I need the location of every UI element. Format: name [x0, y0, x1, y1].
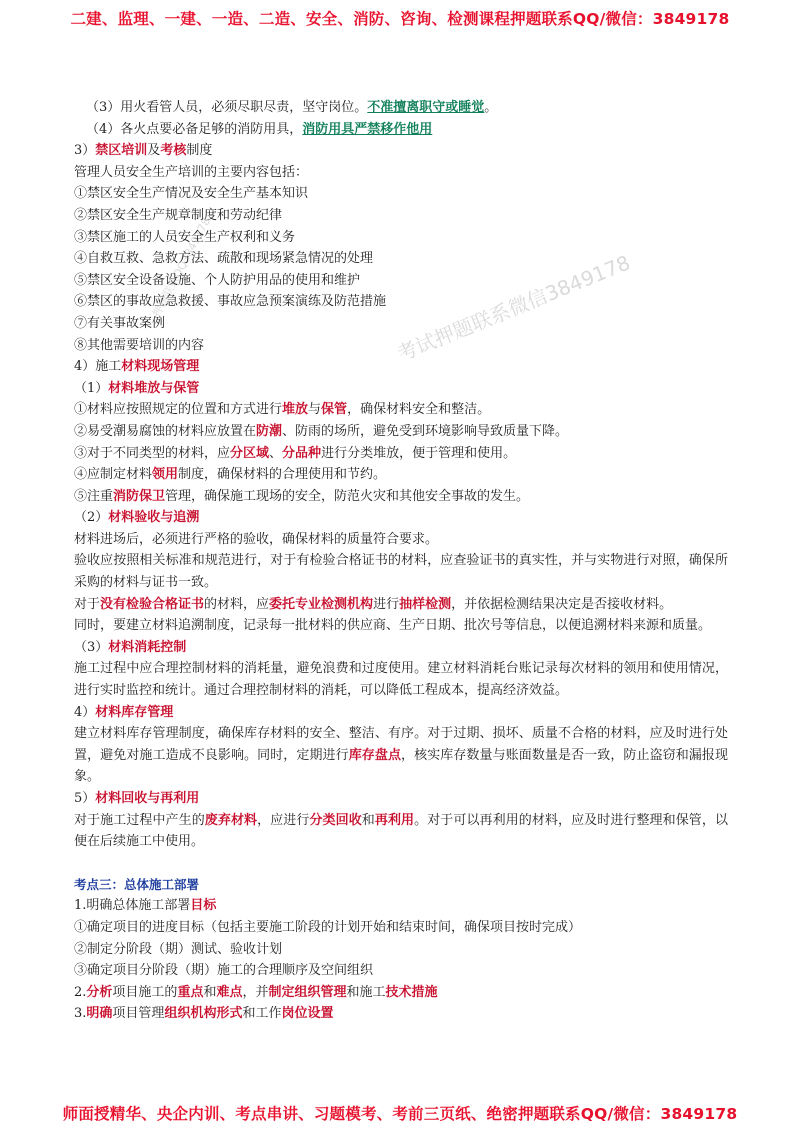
watermark-main: 考试押题联系微信3849178: [393, 250, 634, 366]
text-line: 对于没有检验合格证书的材料，应委托专业检测机构进行抽样检测，并依据检测结果决定是否接收材料。: [74, 596, 673, 612]
paragraph: 建立材料库存管理制度，确保库存材料的安全、整洁、有序。对于过期、损坏、质量不合格的材料，应及时进行处置，避免对施工造成不良影响。同时，定期进行库存盘点，核实库存数量与账面数量是否一致，防止盗窃和漏报现象。: [74, 726, 728, 785]
watermark-side: 押题联系QQ3849178: [149, 215, 214, 320]
list-item: ⑧其他需要培训的内容: [74, 337, 205, 353]
list-item: ⑦有关事故案例: [74, 315, 166, 331]
list-item: ①材料应按照规定的位置和方式进行堆放与保管，确保材料安全和整洁。: [74, 402, 491, 418]
text-line: 2.分析项目施工的重点和难点，并制定组织管理和施工技术措施: [74, 984, 438, 1000]
list-item: ③对于不同类型的材料，应分区域、分品种进行分类堆放，便于管理和使用。: [74, 445, 517, 461]
text-line: （3）用火看管人员，必须尽职尽责，坚守岗位。不准擅离职守或睡觉。: [86, 100, 498, 115]
list-item: ③禁区施工的人员安全生产权利和义务: [74, 229, 296, 245]
subsection-heading: 4）材料库存管理: [74, 704, 174, 720]
subsection-heading: （3）材料消耗控制: [74, 639, 187, 655]
bottom-promo-banner: 师面授精华、央企内训、考点串讲、习题模考、考前三页纸、绝密押题联系QQ/微信：3849178: [62, 1105, 738, 1123]
list-item: ②制定分阶段（期）测试、验收计划: [74, 941, 283, 957]
section-heading: 3）禁区培训及考核制度: [74, 143, 213, 159]
text-line: 材料进场后，必须进行严格的验收，确保材料的质量符合要求。: [74, 531, 439, 547]
subsection-heading: （1）材料堆放与保管: [74, 380, 200, 396]
list-item: ③确定项目分阶段（期）施工的合理顺序及空间组织: [74, 963, 374, 979]
list-item: ①禁区安全生产情况及安全生产基本知识: [74, 186, 309, 202]
list-item: ⑤禁区安全设备设施、个人防护用品的使用和维护: [74, 272, 361, 288]
spacer: [74, 853, 728, 874]
section-heading: 4）施工材料现场管理: [74, 359, 200, 375]
highlight-green: 不准擅离职守或睡觉: [367, 100, 485, 115]
text-line: （4）各火点要必备足够的消防用具，消防用具严禁移作他用: [86, 121, 433, 137]
paragraph: 同时，要建立材料追溯制度，记录每一批材料的供应商、生产日期、批次号等信息，以便追溯材料来源和质量。: [74, 618, 712, 634]
list-item: ②易受潮易腐蚀的材料应放置在防潮、防雨的场所，避免受到环境影响导致质量下降。: [74, 423, 569, 439]
paragraph: 施工过程中应合理控制材料的消耗量，避免浪费和过度使用。建立材料消耗台账记录每次材料的领用和使用情况，进行实时监控和统计。通过合理控制材料的消耗，可以降低工程成本，提高经济效益。: [74, 661, 728, 699]
list-item: ④应制定材料领用制度，确保材料的合理使用和节约。: [74, 467, 387, 483]
top-promo-banner: 二建、监理、一建、一造、二造、安全、消防、咨询、检测课程押题联系QQ/微信：3849178: [70, 10, 730, 28]
paragraph: 对于施工过程中产生的废弃材料，应进行分类回收和再利用。对于可以再利用的材料，应及时进行整理和保管，以便在后续施工中使用。: [74, 812, 728, 850]
list-item: ②禁区安全生产规章制度和劳动纪律: [74, 207, 283, 223]
subsection-heading: 5）材料回收与再利用: [74, 791, 200, 806]
highlight-green: 消防用具严禁移作他用: [302, 121, 433, 137]
text-line: 管理人员安全生产培训的主要内容包括：: [74, 164, 309, 180]
paragraph: 验收应按照相关标准和规范进行，对于有检验合格证书的材料，应查验证书的真实性，并与实物进行对照，确保所采购的材料与证书一致。: [74, 553, 728, 591]
text-line: 1.明确总体施工部署目标: [74, 898, 217, 914]
list-item: ①确定项目的进度目标（包括主要施工阶段的计划开始和结束时间，确保项目按时完成）: [74, 919, 582, 935]
list-item: ⑥禁区的事故应急救援、事故应急预案演练及防范措施: [74, 294, 387, 310]
list-item: ④自救互救、急救方法、疏散和现场紧急情况的处理: [74, 251, 374, 267]
document-body: [74, 97, 728, 1025]
text-line: 3.明确项目管理组织机构形式和工作岗位设置: [74, 1006, 334, 1022]
list-item: ⑤注重消防保卫管理，确保施工现场的安全，防范火灾和其他安全事故的发生。: [74, 488, 530, 504]
subsection-heading: （2）材料验收与追溯: [74, 510, 200, 526]
topic-title: 考点三：总体施工部署: [74, 876, 200, 892]
